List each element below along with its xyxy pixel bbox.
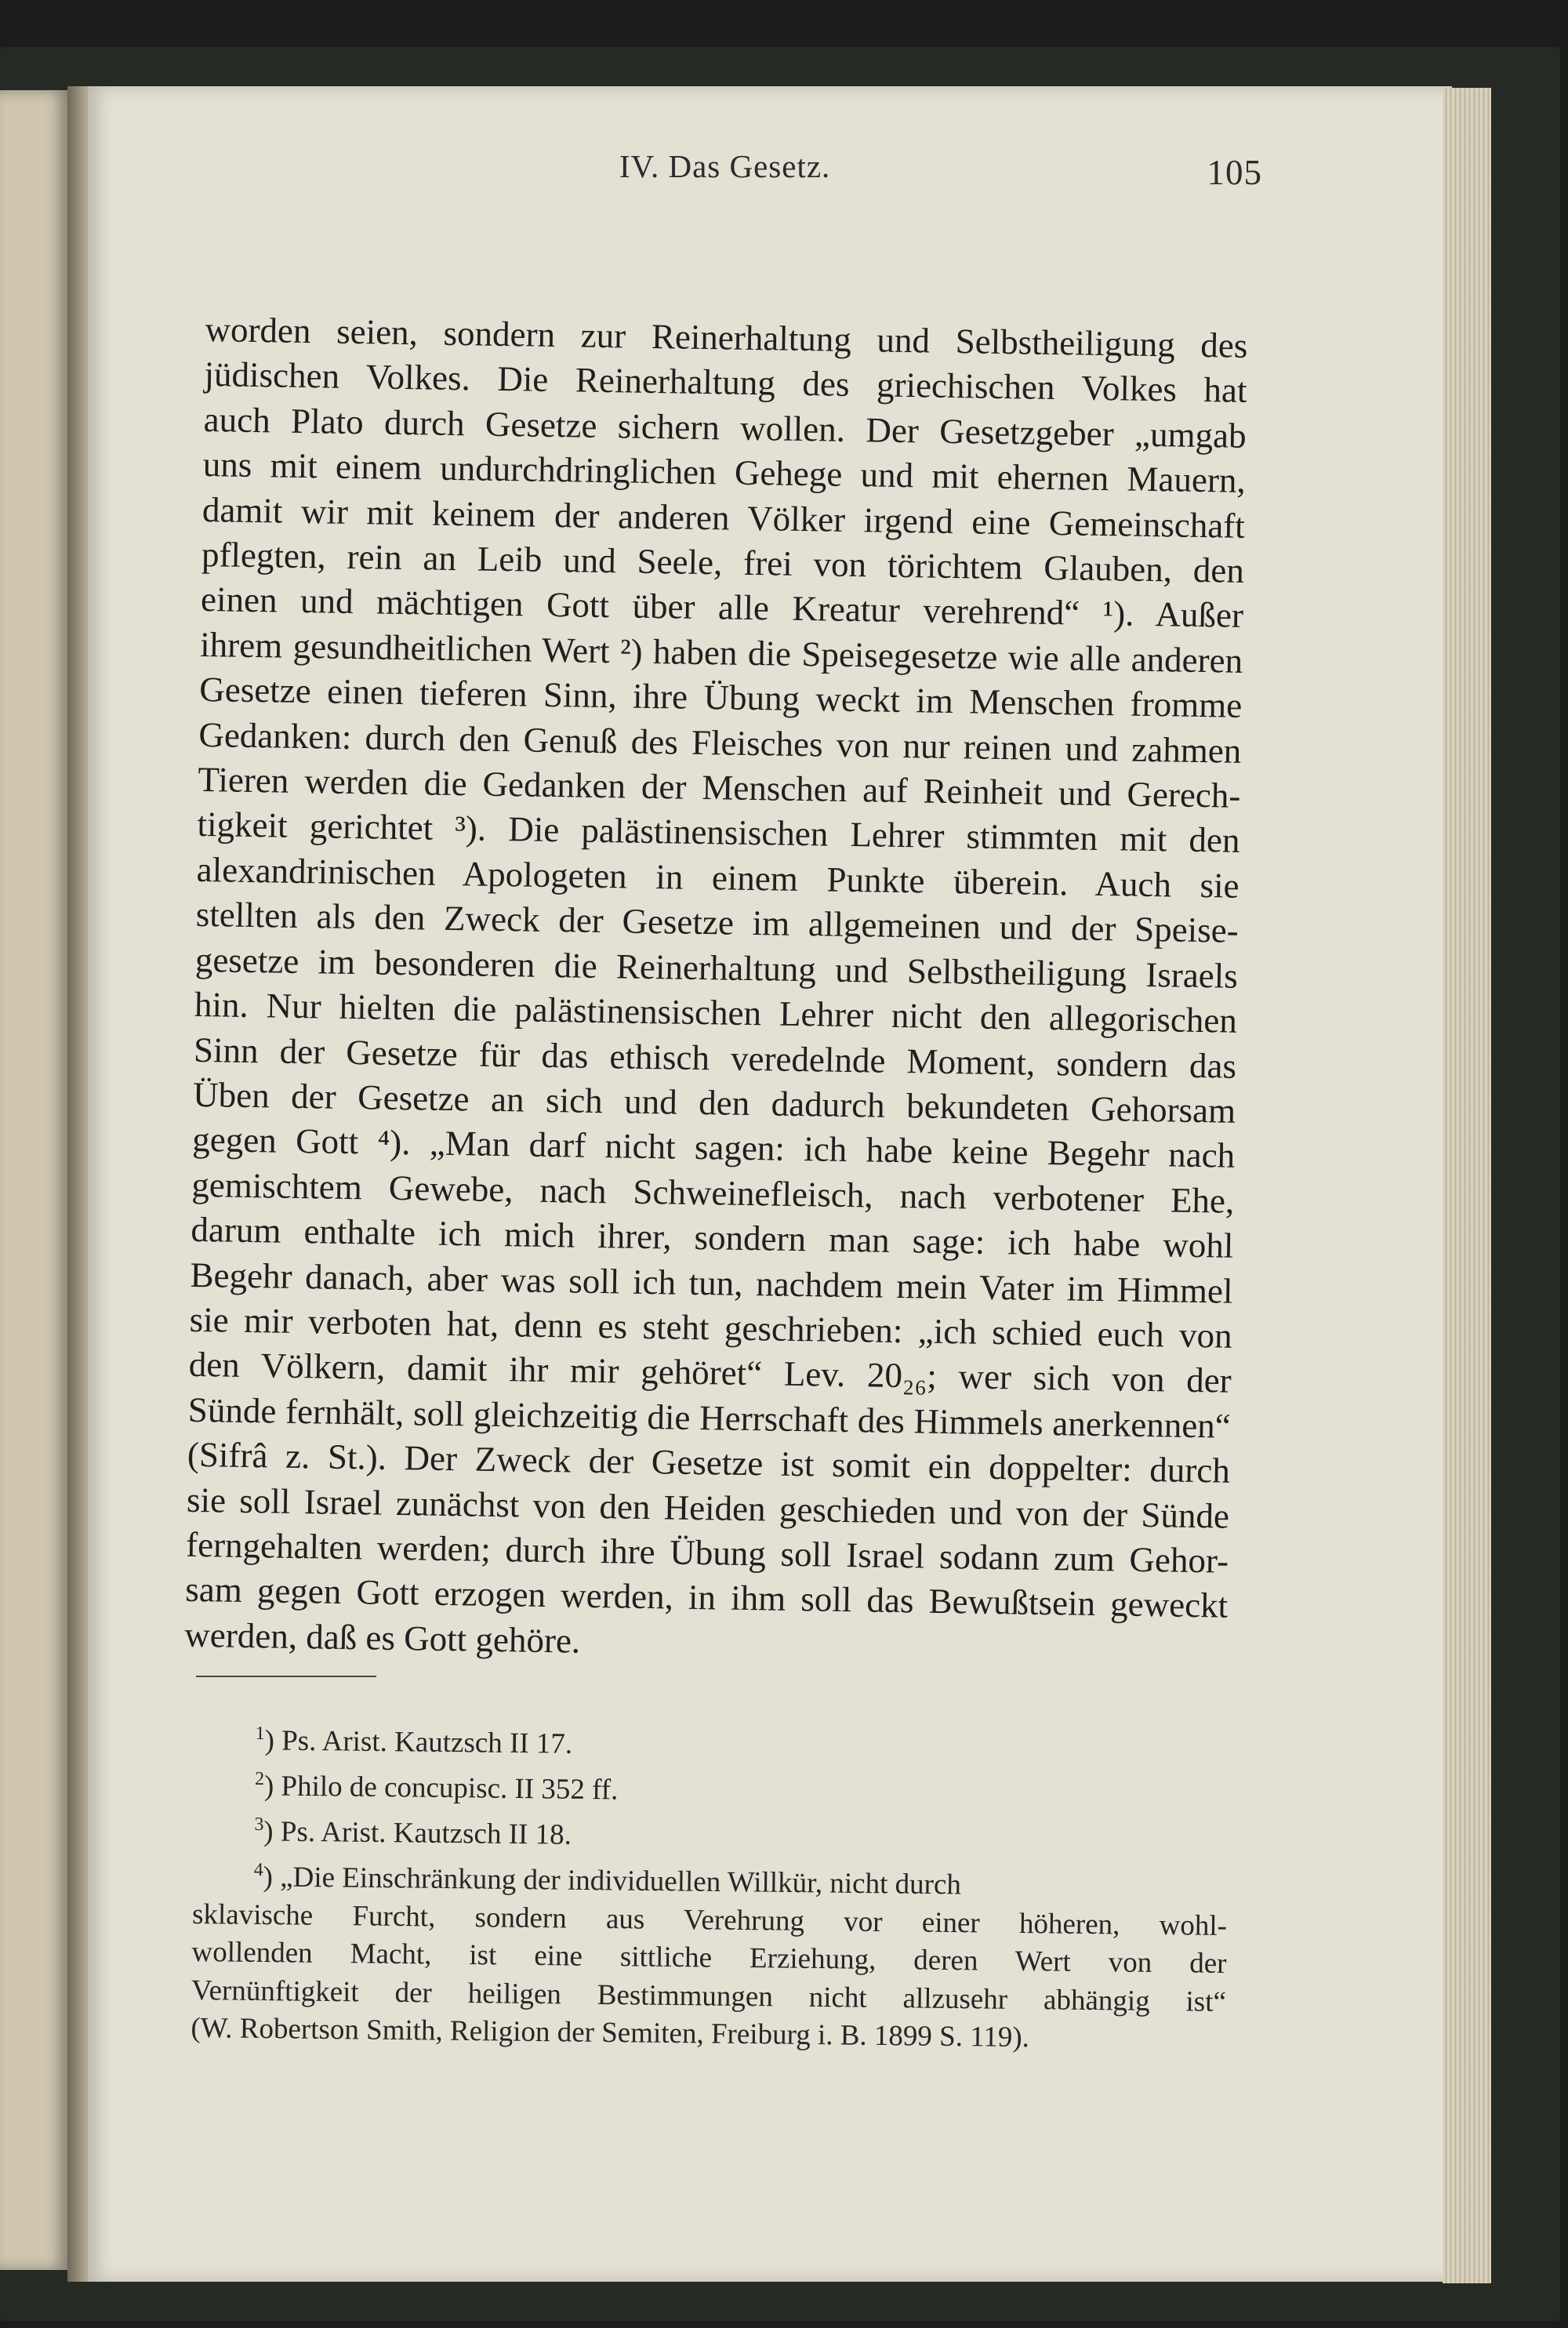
- text-line: alexandrinischen Apologeten in einem Punkte überein. Auch sie: [196, 849, 1240, 906]
- footnote-divider: [196, 1676, 376, 1677]
- page-number: 105: [1207, 153, 1262, 192]
- text-line: jüdischen Volkes. Die Reinerhaltung des griechischen Volkes hat: [204, 354, 1247, 411]
- footnote-text: Ps. Arist. Kautzsch II 17.: [281, 1724, 573, 1760]
- footnote-marker: 4: [253, 1859, 263, 1880]
- text-line: gesetze im besonderen die Reinerhaltung und Selbstheiligung Israels: [194, 939, 1239, 996]
- text-line: ihrem gesundheitlichen Wert ²) haben die Speisegesetze wie alle anderen: [199, 624, 1243, 681]
- footnote-text: Ps. Arist. Kautzsch II 18.: [280, 1815, 572, 1851]
- text-line: auch Plato durch Gesetze sichern wollen. Der Gesetzgeber „umgab: [203, 399, 1247, 456]
- footnote-2: $^2$) Philo de concupisc. II 352 ff.: [254, 1768, 619, 1807]
- text-line: sie soll Israel zunächst von den Heiden geschieden und von der Sünde: [186, 1480, 1230, 1536]
- text-line: werden, daß es Gott gehöre.: [184, 1614, 581, 1661]
- footnote-4-line: Vernünftigkeit der heiligen Bestimmungen nicht allzusehr abhängig ist“: [191, 1974, 1227, 2018]
- text-line: einen und mächtigen Gott über alle Kreatur verehrend“ ¹). Außer: [200, 579, 1244, 636]
- text-line: tigkeit gerichtet ³). Die palästinensischen Lehrer stimmten mit den: [197, 804, 1240, 861]
- text-line: Begehr danach, aber was soll ich tun, nachdem mein Vater im Himmel: [190, 1255, 1233, 1311]
- text-line: den Völkern, damit ihr mir gehöret“ Lev. 20₂₆; wer sich von der: [188, 1345, 1232, 1401]
- text-line: gegen Gott ⁴). „Man darf nicht sagen: ich habe keine Begehr nach: [191, 1120, 1236, 1176]
- text-line: hin. Nur hielten die palästinensischen Lehrer nicht den allegorischen: [194, 984, 1238, 1041]
- footnotes: [191, 1714, 1229, 2060]
- text-line: Gedanken: durch den Genuß des Fleisches von nur reinen und zahmen: [198, 714, 1242, 771]
- footnote-marker: 3: [254, 1814, 264, 1835]
- text-line: ferngehalten werden; durch ihre Übung soll Israel sodann zum Gehor-: [185, 1524, 1229, 1581]
- text-line: sam gegen Gott erzogen werden, in ihm soll das Bewußtsein geweckt: [184, 1570, 1229, 1626]
- text-line: darum enthalte ich mich ihrer, sondern man sage: ich habe wohl: [191, 1209, 1234, 1266]
- footnote-4-line: (W. Robertson Smith, Religion der Semiten, Freiburg i. B. 1899 S. 119).: [191, 2012, 1030, 2054]
- body-text: [184, 307, 1248, 1674]
- footnote-text: Philo de concupisc. II 352 ff.: [281, 1770, 619, 1807]
- left-page-edge: [0, 90, 67, 2270]
- text-line: Sinn der Gesetze für das ethisch veredelnde Moment, sondern das: [193, 1030, 1237, 1086]
- text-line: Gesetze einen tieferen Sinn, ihre Übung weckt im Menschen fromme: [198, 670, 1243, 726]
- footnote-4: $^4$) „Die Einschränkung der individuellen Willkür, nicht durch: [253, 1859, 962, 1901]
- footnote-1: $^1$) Ps. Arist. Kautzsch II 17.: [255, 1723, 573, 1760]
- footnote-3: $^3$) Ps. Arist. Kautzsch II 18.: [254, 1814, 572, 1851]
- footnote-marker: 2: [254, 1768, 265, 1789]
- text-line: Sünde fernhält, soll gleichzeitig die Herrschaft des Himmels anerkennen“: [187, 1389, 1232, 1446]
- text-line: Üben der Gesetze an sich und den dadurch bekundeten Gehorsam: [192, 1074, 1236, 1131]
- text-line: gemischtem Gewebe, nach Schweinefleisch, nach verbotener Ehe,: [191, 1164, 1235, 1221]
- footnote-4-line: wollenden Macht, ist eine sittliche Erziehung, deren Wert von der: [191, 1936, 1227, 1981]
- footnote-4-line: sklavische Furcht, sondern aus Verehrung vor einer höheren, wohl-: [191, 1898, 1228, 1942]
- text-line: Tieren werden die Gedanken der Menschen auf Reinheit und Gerech-: [198, 759, 1241, 815]
- text-line: stellten als den Zweck der Gesetze im allgemeinen und der Speise-: [195, 895, 1240, 951]
- text-line: (Sifrâ z. St.). Der Zweck der Gesetze ist somit ein doppelter: durch: [187, 1434, 1231, 1491]
- page-edges: [1443, 88, 1491, 2283]
- text-line: pflegten, rein an Leib und Seele, frei von törichtem Glauben, den: [201, 534, 1245, 590]
- text-line: worden seien, sondern zur Reinerhaltung und Selbstheiligung des: [205, 309, 1248, 365]
- text-line: damit wir mit keinem der anderen Völker irgend eine Gemeinschaft: [201, 489, 1246, 546]
- text-line: sie mir verboten hat, denn es steht geschrieben: „ich schied euch von: [189, 1299, 1232, 1356]
- text-line: uns mit einem undurchdringlichen Gehege und mit ehernen Mauern,: [202, 445, 1247, 501]
- footnote-marker: 1: [255, 1723, 265, 1745]
- chapter-title: IV. Das Gesetz.: [619, 148, 831, 184]
- footnote-text: „Die Einschränkung der individuellen Willkür, nicht durch: [279, 1861, 962, 1901]
